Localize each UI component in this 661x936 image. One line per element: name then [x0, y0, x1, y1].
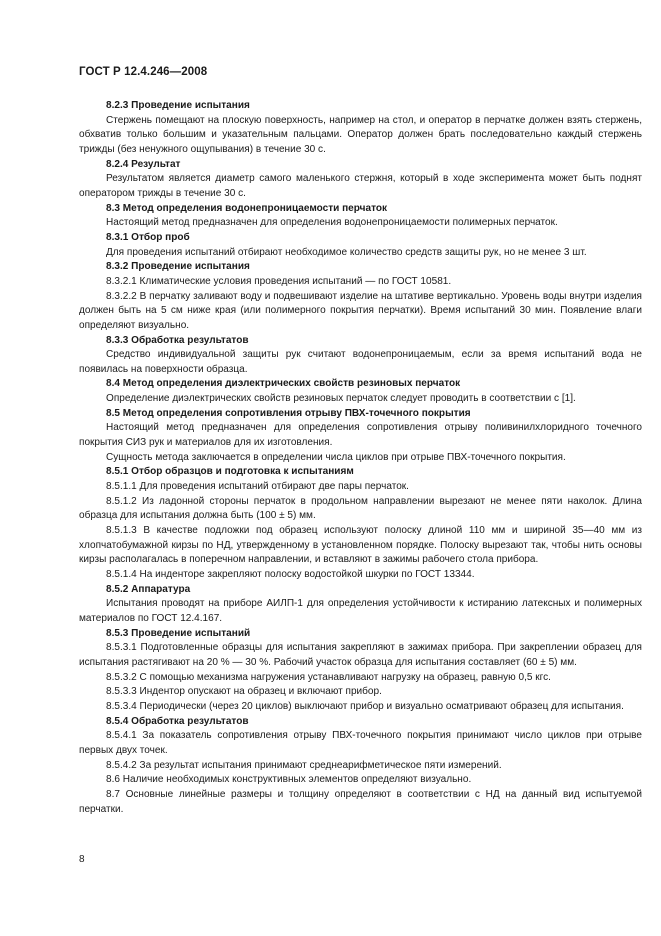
document-body: [79, 99, 642, 817]
body-paragraph: Настоящий метод предназначен для определения сопротивления отрыву поливинилхлоридного точечного покрытия СИЗ рук и материалов для их изготовления.: [79, 422, 642, 449]
section-heading: 8.2.3 Проведение испытания: [106, 100, 250, 111]
section-heading: 8.4 Метод определения диэлектрических свойств резиновых перчаток: [106, 378, 461, 390]
body-paragraph: Результатом является диаметр самого маленького стержня, который в ходе эксперимента может быть поднят оператором трижды в течение 30 с.: [79, 173, 642, 199]
body-paragraph: 8.5.1.3 В качестве подложки под образец используют полоску длиной 110 мм и шириной 35—40 мм из хлопчатобумажной кирзы по НД, утвержденному в установленном порядке. Полоску вырезают так, чтобы нить основы кирзы располагалась в поперечном направлении, и вставляют в зажимы рабочего стола прибора.: [79, 525, 642, 566]
body-paragraph: Определение диэлектрических свойств резиновых перчаток следует проводить в соответствии с [1].: [106, 393, 576, 405]
body-paragraph: Испытания проводят на приборе АИЛП-1 для определения устойчивости к истиранию латексных и полимерных материалов по ГОСТ 12.4.167.: [79, 598, 642, 624]
section-heading: 8.2.4 Результат: [106, 158, 181, 170]
section-heading: 8.5.1 Отбор образцов и подготовка к испытаниям: [106, 466, 354, 478]
body-paragraph: 8.5.4.1 За показатель сопротивления отрыву ПВХ-точечного покрытия принимают число циклов при отрыве первых двух точек.: [79, 730, 642, 756]
page-number: 8: [79, 854, 85, 865]
body-paragraph: 8.5.1.1 Для проведения испытаний отбирают две пары перчаток.: [106, 481, 409, 493]
body-paragraph: Настоящий метод предназначен для определения водонепроницаемости полимерных перчаток.: [106, 217, 558, 229]
body-paragraph: Для проведения испытаний отбирают необходимое количество средств защиты рук, но не менее 3 шт.: [106, 246, 587, 258]
section-heading: 8.3.2 Проведение испытания: [106, 261, 250, 273]
body-paragraph: 8.5.4.2 За результат испытания принимают среднеарифметическое пяти измерений.: [106, 759, 502, 771]
section-heading: 8.5 Метод определения сопротивления отрыву ПВХ-точечного покрытия: [106, 407, 471, 419]
body-paragraph: 8.5.3.3 Индентор опускают на образец и включают прибор.: [106, 686, 382, 698]
section-heading: 8.3.3 Обработка результатов: [106, 334, 249, 346]
document-header: ГОСТ Р 12.4.246—2008: [79, 66, 208, 78]
section-heading: 8.5.3 Проведение испытаний: [106, 627, 251, 639]
body-paragraph: 8.5.1.4 На инденторе закрепляют полоску водостойкой шкурки по ГОСТ 13344.: [106, 569, 475, 580]
body-paragraph: 8.5.1.2 Из ладонной стороны перчаток в продольном направлении вырезают не менее пяти наколок. Длина образца для испытания должна быть (100 ± 5) мм.: [79, 495, 642, 522]
body-paragraph: 8.3.2.1 Климатические условия проведения испытаний — по ГОСТ 10581.: [106, 275, 452, 287]
body-paragraph: 8.6 Наличие необходимых конструктивных элементов определяют визуально.: [106, 774, 472, 786]
section-heading: 8.5.4 Обработка результатов: [106, 715, 249, 727]
section-heading: 8.3 Метод определения водонепроницаемости перчаток: [106, 202, 388, 214]
body-paragraph: Средство индивидуальной защиты рук считают водонепроницаемым, если за время испытаний вода не появилась на поверхности образца.: [79, 349, 642, 375]
body-paragraph: 8.7 Основные линейные размеры и толщину определяют в соответствии с НД на данный вид испытуемой перчатки.: [79, 788, 642, 815]
section-heading: 8.5.2 Аппаратура: [106, 583, 191, 595]
section-heading: 8.3.1 Отбор проб: [106, 231, 190, 243]
body-paragraph: 8.5.3.4 Периодически (через 20 циклов) выключают прибор и визуально осматривают образец для испытания.: [106, 700, 624, 712]
body-paragraph: 8.5.3.1 Подготовленные образцы для испытания закрепляют в зажимах прибора. При закреплении образец для испытания растягивают на 20 % — 30 %. Рабочий участок образца для испытания составляет (60 ± 5) мм.: [79, 642, 642, 668]
body-paragraph: Сущность метода заключается в определении числа циклов при отрыве ПВХ-точечного покрытия.: [106, 451, 566, 463]
body-paragraph: 8.3.2.2 В перчатку заливают воду и подвешивают изделие на штативе вертикально. Уровень воды внутри изделия должен быть на 5 см ниже края (или полимерного покрытия перчатки). Время испытаний 30 мин. Появление влаги определяют визуально.: [79, 290, 642, 331]
body-paragraph: 8.5.3.2 С помощью механизма нагружения устанавливают нагрузку на образец, равную 0,5 кгс.: [106, 671, 551, 683]
body-paragraph: Стержень помещают на плоскую поверхность, например на стол, и оператор в перчатке должен взять стержень, обхватив только большим и указательным пальцами. Оператор должен брать последовательно каждый стержень трижды (без ненужного ощупывания) в течение 30 с.: [79, 114, 642, 155]
